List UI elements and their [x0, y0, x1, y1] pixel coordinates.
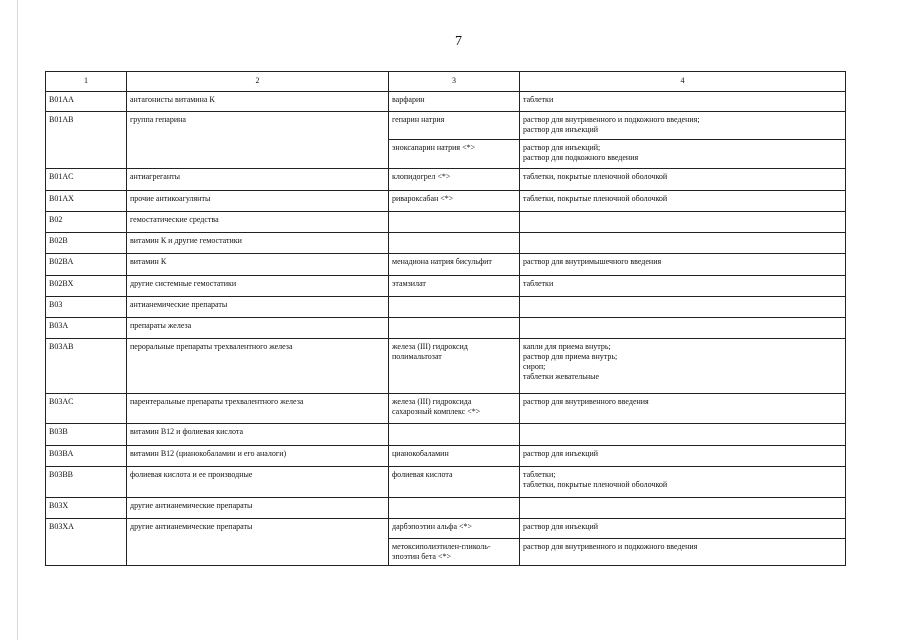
dosage-form-cell: раствор для инъекций — [520, 446, 846, 467]
drug-table — [45, 71, 846, 566]
page-number: 7 — [455, 34, 462, 49]
drug-name-cell: дарбэпоэтин альфа <*> — [389, 519, 520, 539]
table-row — [46, 92, 846, 112]
drug-name-cell: ривароксабан <*> — [389, 191, 520, 212]
atc-code-cell: B02BX — [46, 276, 127, 297]
table-row — [46, 191, 846, 212]
atc-code-cell: B02BA — [46, 254, 127, 276]
dosage-form-cell — [520, 318, 846, 339]
atc-group-cell: другие антианемические препараты — [127, 519, 389, 566]
dosage-form-cell: раствор для инъекций; раствор для подкожного введения — [520, 140, 846, 169]
atc-group-cell: группа гепарина — [127, 112, 389, 169]
dosage-form-cell — [520, 424, 846, 446]
table-row — [46, 112, 846, 140]
dosage-form-cell: таблетки; таблетки, покрытые пленочной оболочкой — [520, 467, 846, 498]
table-row — [46, 169, 846, 191]
dosage-form-cell — [520, 297, 846, 318]
dosage-form-cell: раствор для внутримышечного введения — [520, 254, 846, 276]
atc-group-cell: фолиевая кислота и ее производные — [127, 467, 389, 498]
atc-group-cell: прочие антикоагулянты — [127, 191, 389, 212]
atc-code-cell: B01AX — [46, 191, 127, 212]
atc-group-cell: антиагреганты — [127, 169, 389, 191]
table-row — [46, 424, 846, 446]
atc-code-cell: B03AB — [46, 339, 127, 394]
drug-name-cell: цианокобаламин — [389, 446, 520, 467]
drug-name-cell: железа (III) гидроксида сахарозный комплекс <*> — [389, 394, 520, 424]
atc-code-cell: B03B — [46, 424, 127, 446]
table-row — [46, 254, 846, 276]
atc-code-cell: B03X — [46, 498, 127, 519]
atc-group-cell: другие антианемические препараты — [127, 498, 389, 519]
atc-group-cell: гемостатические средства — [127, 212, 389, 233]
drug-name-cell: гепарин натрия — [389, 112, 520, 140]
drug-name-cell — [389, 424, 520, 446]
drug-name-cell: фолиевая кислота — [389, 467, 520, 498]
drug-name-cell — [389, 318, 520, 339]
drug-name-cell — [389, 297, 520, 318]
atc-code-cell: B01AB — [46, 112, 127, 169]
atc-code-cell: B03A — [46, 318, 127, 339]
atc-code-cell: B03BA — [46, 446, 127, 467]
table-row — [46, 339, 846, 394]
drug-name-cell — [389, 212, 520, 233]
table-row — [46, 519, 846, 539]
drug-name-cell: этамзилат — [389, 276, 520, 297]
atc-group-cell: витамин К и другие гемостатики — [127, 233, 389, 254]
dosage-form-cell — [520, 498, 846, 519]
table-row — [46, 297, 846, 318]
dosage-form-cell: капли для приема внутрь; раствор для приема внутрь; сироп; таблетки жевательные — [520, 339, 846, 394]
table-row — [46, 233, 846, 254]
atc-code-cell: B03 — [46, 297, 127, 318]
dosage-form-cell: таблетки, покрытые пленочной оболочкой — [520, 169, 846, 191]
atc-code-cell: B01AA — [46, 92, 127, 112]
column-header-2: 2 — [127, 72, 389, 92]
table-row — [46, 446, 846, 467]
drug-name-cell: железа (III) гидроксид полимальтозат — [389, 339, 520, 394]
drug-name-cell: менадиона натрия бисульфит — [389, 254, 520, 276]
drug-table-container — [45, 71, 845, 566]
atc-group-cell: витамин К — [127, 254, 389, 276]
table-row — [46, 394, 846, 424]
drug-name-cell — [389, 233, 520, 254]
drug-name-cell: клопидогрел <*> — [389, 169, 520, 191]
dosage-form-cell — [520, 212, 846, 233]
atc-group-cell: антагонисты витамина К — [127, 92, 389, 112]
drug-name-cell: эноксапарин натрия <*> — [389, 140, 520, 169]
atc-code-cell: B03AC — [46, 394, 127, 424]
atc-group-cell: парентеральные препараты трехвалентного железа — [127, 394, 389, 424]
dosage-form-cell: раствор для инъекций — [520, 519, 846, 539]
atc-code-cell: B03BB — [46, 467, 127, 498]
atc-code-cell: B02B — [46, 233, 127, 254]
scan-edge-line — [17, 0, 18, 640]
column-header-3: 3 — [389, 72, 520, 92]
table-row — [46, 318, 846, 339]
atc-group-cell: другие системные гемостатики — [127, 276, 389, 297]
dosage-form-cell: раствор для внутривенного и подкожного введения — [520, 539, 846, 566]
dosage-form-cell: раствор для внутривенного и подкожного введения; раствор для инъекций — [520, 112, 846, 140]
table-row — [46, 212, 846, 233]
dosage-form-cell: таблетки — [520, 92, 846, 112]
dosage-form-cell: таблетки, покрытые пленочной оболочкой — [520, 191, 846, 212]
table-row — [46, 498, 846, 519]
table-header-row — [46, 72, 846, 92]
atc-code-cell: B03XA — [46, 519, 127, 566]
table-row — [46, 276, 846, 297]
dosage-form-cell: раствор для внутривенного введения — [520, 394, 846, 424]
drug-name-cell: варфарин — [389, 92, 520, 112]
atc-group-cell: витамин B12 и фолиевая кислота — [127, 424, 389, 446]
atc-code-cell: B02 — [46, 212, 127, 233]
atc-group-cell: витамин B12 (цианокобаламин и его аналоги) — [127, 446, 389, 467]
table-row — [46, 467, 846, 498]
atc-code-cell: B01AC — [46, 169, 127, 191]
dosage-form-cell: таблетки — [520, 276, 846, 297]
column-header-1: 1 — [46, 72, 127, 92]
column-header-4: 4 — [520, 72, 846, 92]
atc-group-cell: пероральные препараты трехвалентного железа — [127, 339, 389, 394]
drug-name-cell: метоксиполиэтилен-гликоль- эпоэтин бета <*> — [389, 539, 520, 566]
dosage-form-cell — [520, 233, 846, 254]
drug-name-cell — [389, 498, 520, 519]
atc-group-cell: препараты железа — [127, 318, 389, 339]
atc-group-cell: антианемические препараты — [127, 297, 389, 318]
